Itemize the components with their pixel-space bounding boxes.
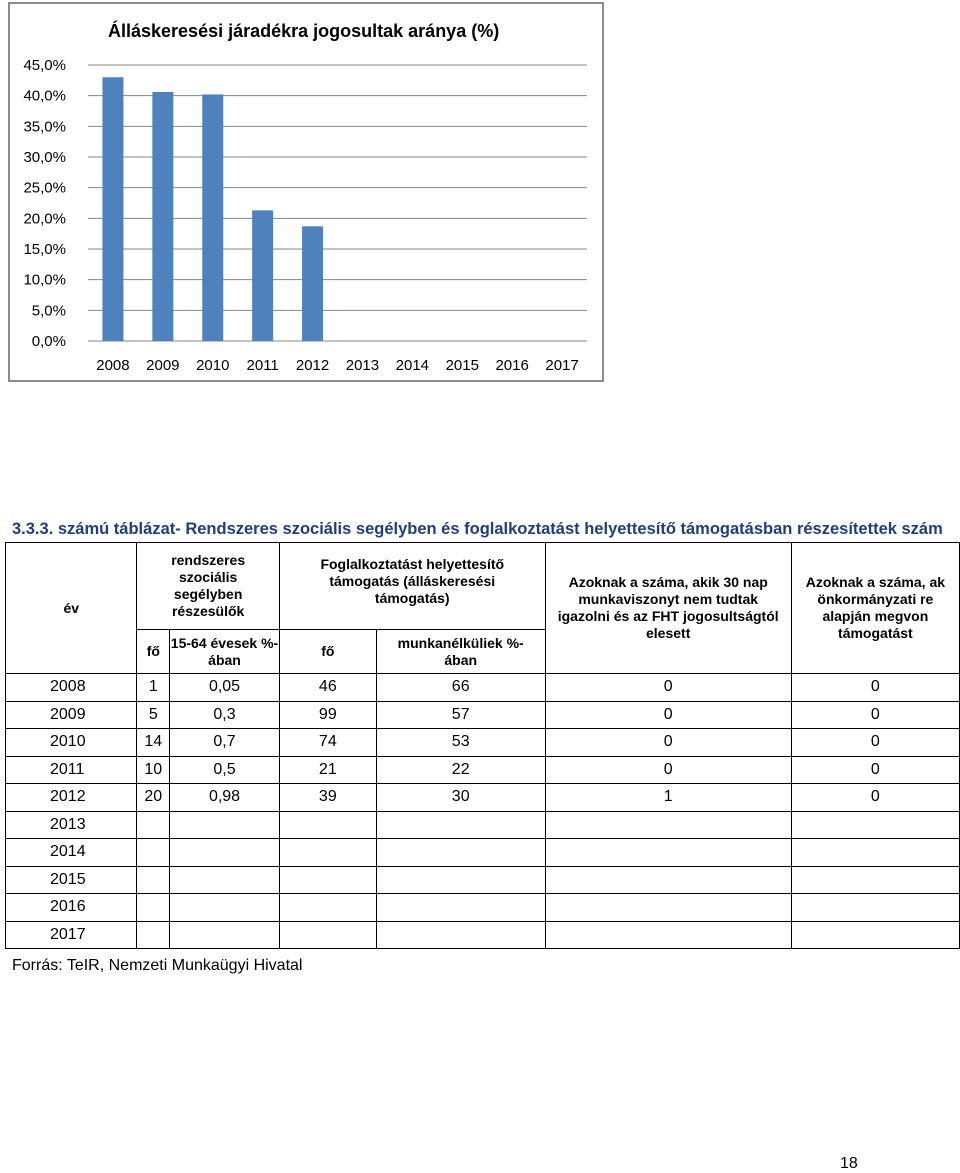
chart-title: Álláskeresési járadékra jogosultak aránya (%) — [108, 21, 500, 41]
cell-year: 2011 — [6, 756, 137, 784]
cell-year: 2008 — [6, 674, 137, 702]
table-cell: 10 — [137, 756, 170, 784]
y-tick-label: 30,0% — [23, 149, 66, 166]
table-cell: 0 — [545, 756, 791, 784]
table-row — [6, 701, 960, 729]
table-cell — [137, 866, 170, 894]
table-cell — [137, 894, 170, 922]
y-tick-label: 45,0% — [23, 57, 66, 74]
cell-year: 2015 — [6, 866, 137, 894]
cell-year: 2013 — [6, 811, 137, 839]
table-cell: 0 — [791, 729, 959, 757]
table-cell: 1 — [545, 784, 791, 812]
chart-panel — [8, 2, 604, 382]
table-cell — [545, 811, 791, 839]
table-cell: 1 — [137, 674, 170, 702]
table-cell: 0,3 — [170, 701, 280, 729]
table-cell: 0 — [791, 674, 959, 702]
table-cell — [376, 839, 545, 867]
table-cell — [279, 894, 376, 922]
table-cell — [137, 839, 170, 867]
table-cell: 0,98 — [170, 784, 280, 812]
table-cell: 57 — [376, 701, 545, 729]
y-tick-label: 10,0% — [23, 271, 66, 289]
bar-chart — [10, 4, 606, 384]
x-tick-label: 2015 — [445, 357, 479, 374]
table-cell: 0 — [791, 784, 959, 812]
table-cell — [791, 866, 959, 894]
y-tick-label: 20,0% — [23, 210, 66, 228]
x-tick-label: 2014 — [395, 357, 430, 374]
table-cell: 20 — [137, 784, 170, 812]
table-cell: 0 — [545, 701, 791, 729]
cell-year: 2009 — [6, 701, 137, 729]
table-cell: 46 — [279, 674, 376, 702]
table-row — [6, 729, 960, 757]
table-cell — [170, 894, 280, 922]
header-ev: év — [6, 543, 137, 674]
table-cell — [279, 839, 376, 867]
header-col30: Azoknak a száma, akik 30 nap munkaviszonyt nem tudtak igazolni és az FHT jogosultságtól elesett — [545, 543, 791, 674]
table-cell: 39 — [279, 784, 376, 812]
table-cell — [170, 866, 280, 894]
table-row — [6, 756, 960, 784]
x-tick-label: 2013 — [345, 357, 380, 374]
page-number: 18 — [840, 1155, 858, 1172]
table-cell — [376, 921, 545, 949]
table-cell — [279, 866, 376, 894]
x-tick-label: 2008 — [96, 357, 130, 374]
cell-year: 2010 — [6, 729, 137, 757]
table-cell: 0 — [545, 674, 791, 702]
bar-2009 — [152, 92, 173, 341]
x-tick-label: 2009 — [146, 357, 180, 374]
bar-2008 — [102, 77, 123, 341]
table-cell — [137, 921, 170, 949]
table-cell — [791, 921, 959, 949]
table-row — [6, 894, 960, 922]
header-rszs-fo: fő — [137, 630, 170, 674]
table-caption: 3.3.3. számú táblázat- Rendszeres szociális segélyben és foglalkoztatást helyettesítő támogatásban részesítettek szám — [12, 520, 943, 538]
bar-2012 — [302, 226, 323, 341]
header-rszs: rendszeres szociális segélyben részesülők — [137, 543, 279, 630]
table-cell — [170, 921, 280, 949]
header-rszs-pct: 15-64 évesek %-ában — [170, 630, 280, 674]
table-cell: 0,05 — [170, 674, 280, 702]
bar-2010 — [202, 94, 223, 341]
table-cell: 99 — [279, 701, 376, 729]
header-fht-fo: fő — [279, 630, 376, 674]
data-table — [5, 542, 960, 949]
table-cell: 0,7 — [170, 729, 280, 757]
source-note: Forrás: TeIR, Nemzeti Munkaügyi Hivatal — [12, 957, 303, 974]
cell-year: 2012 — [6, 784, 137, 812]
table-header-row — [6, 543, 960, 630]
table-cell: 53 — [376, 729, 545, 757]
table-cell — [545, 921, 791, 949]
table-cell — [279, 921, 376, 949]
table-cell: 5 — [137, 701, 170, 729]
cell-year: 2014 — [6, 839, 137, 867]
y-tick-label: 15,0% — [23, 241, 66, 258]
table-cell: 0 — [791, 701, 959, 729]
table-row — [6, 839, 960, 867]
table-row — [6, 784, 960, 812]
table-cell: 74 — [279, 729, 376, 757]
table-cell: 0 — [791, 756, 959, 784]
table-cell — [376, 866, 545, 894]
table-cell — [137, 811, 170, 839]
table-cell — [545, 839, 791, 867]
table-cell: 30 — [376, 784, 545, 812]
table-cell: 0,5 — [170, 756, 280, 784]
header-fht-pct: munkanélküliek %-ában — [376, 630, 545, 674]
table-cell — [545, 866, 791, 894]
y-tick-label: 35,0% — [23, 118, 66, 136]
header-colonk: Azoknak a száma, ak önkormányzati re alapján megvon támogatást — [791, 543, 959, 674]
x-tick-label: 2017 — [545, 357, 579, 374]
x-tick-label: 2011 — [246, 357, 279, 374]
table-cell — [170, 839, 280, 867]
table-cell — [376, 894, 545, 922]
cell-year: 2017 — [6, 921, 137, 949]
table-cell: 22 — [376, 756, 545, 784]
bar-2011 — [252, 210, 273, 341]
table-cell — [791, 811, 959, 839]
y-tick-label: 0,0% — [31, 333, 66, 350]
table-cell — [376, 811, 545, 839]
table-cell: 21 — [279, 756, 376, 784]
table-row — [6, 811, 960, 839]
table-cell: 14 — [137, 729, 170, 757]
table-cell: 0 — [545, 729, 791, 757]
cell-year: 2016 — [6, 894, 137, 922]
table-row — [6, 674, 960, 702]
header-fht: Foglalkoztatást helyettesítő támogatás (álláskeresési támogatás) — [279, 543, 545, 630]
table-row — [6, 866, 960, 894]
table-cell — [791, 839, 959, 867]
table-cell — [170, 811, 280, 839]
x-tick-label: 2012 — [295, 357, 330, 374]
y-tick-label: 40,0% — [23, 87, 66, 105]
table-row — [6, 921, 960, 949]
x-tick-label: 2016 — [495, 357, 529, 374]
y-tick-label: 25,0% — [23, 179, 66, 197]
table-cell — [279, 811, 376, 839]
table-cell — [791, 894, 959, 922]
table-cell: 66 — [376, 674, 545, 702]
y-tick-label: 5,0% — [31, 302, 66, 320]
x-tick-label: 2010 — [196, 357, 230, 374]
table-cell — [545, 894, 791, 922]
